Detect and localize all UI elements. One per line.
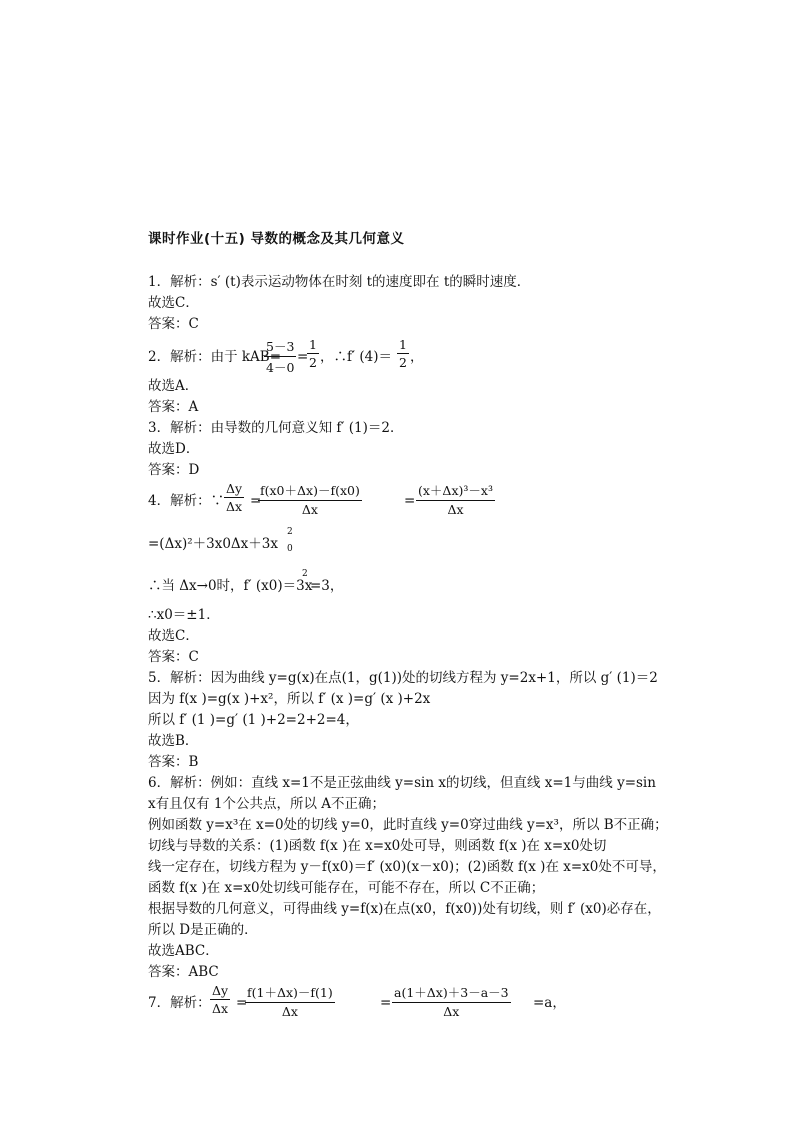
q7-tail: =a， xyxy=(533,995,566,1011)
q4-prefix: 4．解析：∵ xyxy=(148,493,225,509)
q6-answer: 答案：ABC xyxy=(148,964,219,980)
q6-line5: 线一定存在，切线方程为 y－f(x0)＝f′ (x0)(x－x0)；(2)函数 f(x )在 x=x0处不可导， xyxy=(148,859,666,875)
q6-line6: 函数 f(x )在 x=x0处切线可能存在，可能不存在，所以 C不正确； xyxy=(148,880,545,896)
q4-frac3-den: Δx xyxy=(447,502,464,517)
q4-eq-2: = xyxy=(404,493,416,509)
q4-line2-sub: 0 xyxy=(287,544,293,554)
q7-frac3-den: Δx xyxy=(443,1004,460,1019)
q4-line3: ∴当 Δx→0时，f′ (x0)＝3x xyxy=(148,578,313,594)
q7-eq-2: = xyxy=(380,995,392,1011)
q2-frac3-num: 1 xyxy=(399,337,407,352)
q4-eq-1: = xyxy=(250,493,262,509)
q3-line: 3．解析：由导数的几何意义知 f′ (1)＝2． xyxy=(148,420,404,436)
q7-frac3-num: a(1＋Δx)＋3－a－3 xyxy=(394,985,509,1000)
q4-answer: 答案：C xyxy=(148,649,199,665)
q2-eq: = xyxy=(297,349,309,365)
q6-line4: 切线与导数的关系：(1)函数 f(x )在 x=x0处可导，则函数 f(x )在 x=x0处切 xyxy=(148,838,607,854)
q6-line1: 6．解析：例如：直线 x=1不是正弦曲线 y=sin x的切线，但直线 x=1与曲线 y=sin xyxy=(148,775,656,791)
q6-line7: 根据导数的几何意义，可得曲线 y=f(x)在点(x0，f(x0))处有切线，则 f′ (x0)必存在， xyxy=(148,901,661,917)
q1-choose: 故选C． xyxy=(148,295,199,311)
q7-fraction-3 xyxy=(392,983,511,1019)
q2-fraction-3 xyxy=(397,337,409,370)
q2-tail: ， xyxy=(410,349,424,365)
q6-line2: x有且仅有 1个公共点，所以 A不正确； xyxy=(148,796,386,812)
q4-line3-tail: =3， xyxy=(310,578,344,594)
q2-answer: 答案：A xyxy=(148,399,199,415)
q4-choose: 故选C． xyxy=(148,628,199,644)
q4-fraction-3 xyxy=(416,481,495,517)
q7-eq-1: = xyxy=(236,995,248,1011)
q2-mid: ，∴f′ (4)＝ xyxy=(320,349,392,365)
q2-fraction-2 xyxy=(307,337,319,370)
q2-frac1-den: 4－0 xyxy=(266,360,295,375)
q7-frac1-den: Δx xyxy=(212,1001,229,1016)
q2-fraction-1 xyxy=(264,337,296,376)
q4-line2: =(Δx)²＋3x0Δx＋3x xyxy=(148,536,278,552)
q7-fraction-2 xyxy=(245,983,335,1019)
q4-line4: ∴x0＝±1． xyxy=(148,607,220,623)
q4-line3-sup: 2 xyxy=(302,569,308,579)
q6-line8: 所以 D是正确的． xyxy=(148,922,258,938)
q2-choose: 故选A． xyxy=(148,378,199,394)
q7-fraction-1 xyxy=(210,983,230,1016)
q5-line2: 因为 f(x )=g(x )+x²，所以 f′ (x )=g′ (x )+2x xyxy=(148,691,431,707)
q2-frac1-num: 5－3 xyxy=(266,339,295,354)
page-title: 课时作业(十五) 导数的概念及其几何意义 xyxy=(148,231,405,247)
q7-frac2-den: Δx xyxy=(281,1004,298,1019)
q2-frac3-den: 2 xyxy=(399,355,407,370)
q2-prefix: 2．解析：由于 kAB= xyxy=(148,349,282,365)
q4-frac2-num: f(x0＋Δx)－f(x0) xyxy=(260,483,360,498)
q5-line3: 所以 f′ (1 )=g′ (1 )+2=2+2=4， xyxy=(148,712,359,728)
q4-frac3-num: (x＋Δx)³－x³ xyxy=(418,483,493,498)
q7-frac1-num: Δy xyxy=(212,983,229,998)
q2-frac2-num: 1 xyxy=(309,337,317,352)
q4-frac1-num: Δy xyxy=(226,481,243,496)
q7-frac2-num: f(1＋Δx)－f(1) xyxy=(247,985,333,1000)
q2-frac2-den: 2 xyxy=(309,355,317,370)
q5-answer: 答案：B xyxy=(148,754,199,770)
q7-prefix: 7．解析： xyxy=(148,995,211,1011)
q4-frac2-den: Δx xyxy=(301,502,318,517)
q4-frac1-den: Δx xyxy=(226,499,243,514)
q3-answer: 答案：D xyxy=(148,462,200,478)
q6-choose: 故选ABC． xyxy=(148,943,219,959)
q4-fraction-1 xyxy=(224,481,244,514)
q1-answer: 答案：C xyxy=(148,316,199,332)
q5-choose: 故选B． xyxy=(148,733,199,749)
q3-choose: 故选D． xyxy=(148,441,200,457)
q4-fraction-2 xyxy=(258,481,362,517)
q1-line: 1．解析：s′ (t)表示运动物体在时刻 t的速度即在 t的瞬时速度． xyxy=(148,274,531,290)
q5-line1: 5．解析：因为曲线 y=g(x)在点(1，g(1))处的切线方程为 y=2x+1，所以 g′ (1)＝2 xyxy=(148,670,658,686)
q4-line2-sup: 2 xyxy=(287,527,293,537)
q6-line3: 例如函数 y=x³在 x=0处的切线 y=0，此时直线 y=0穿过曲线 y=x³，所以 B不正确； xyxy=(148,817,668,833)
